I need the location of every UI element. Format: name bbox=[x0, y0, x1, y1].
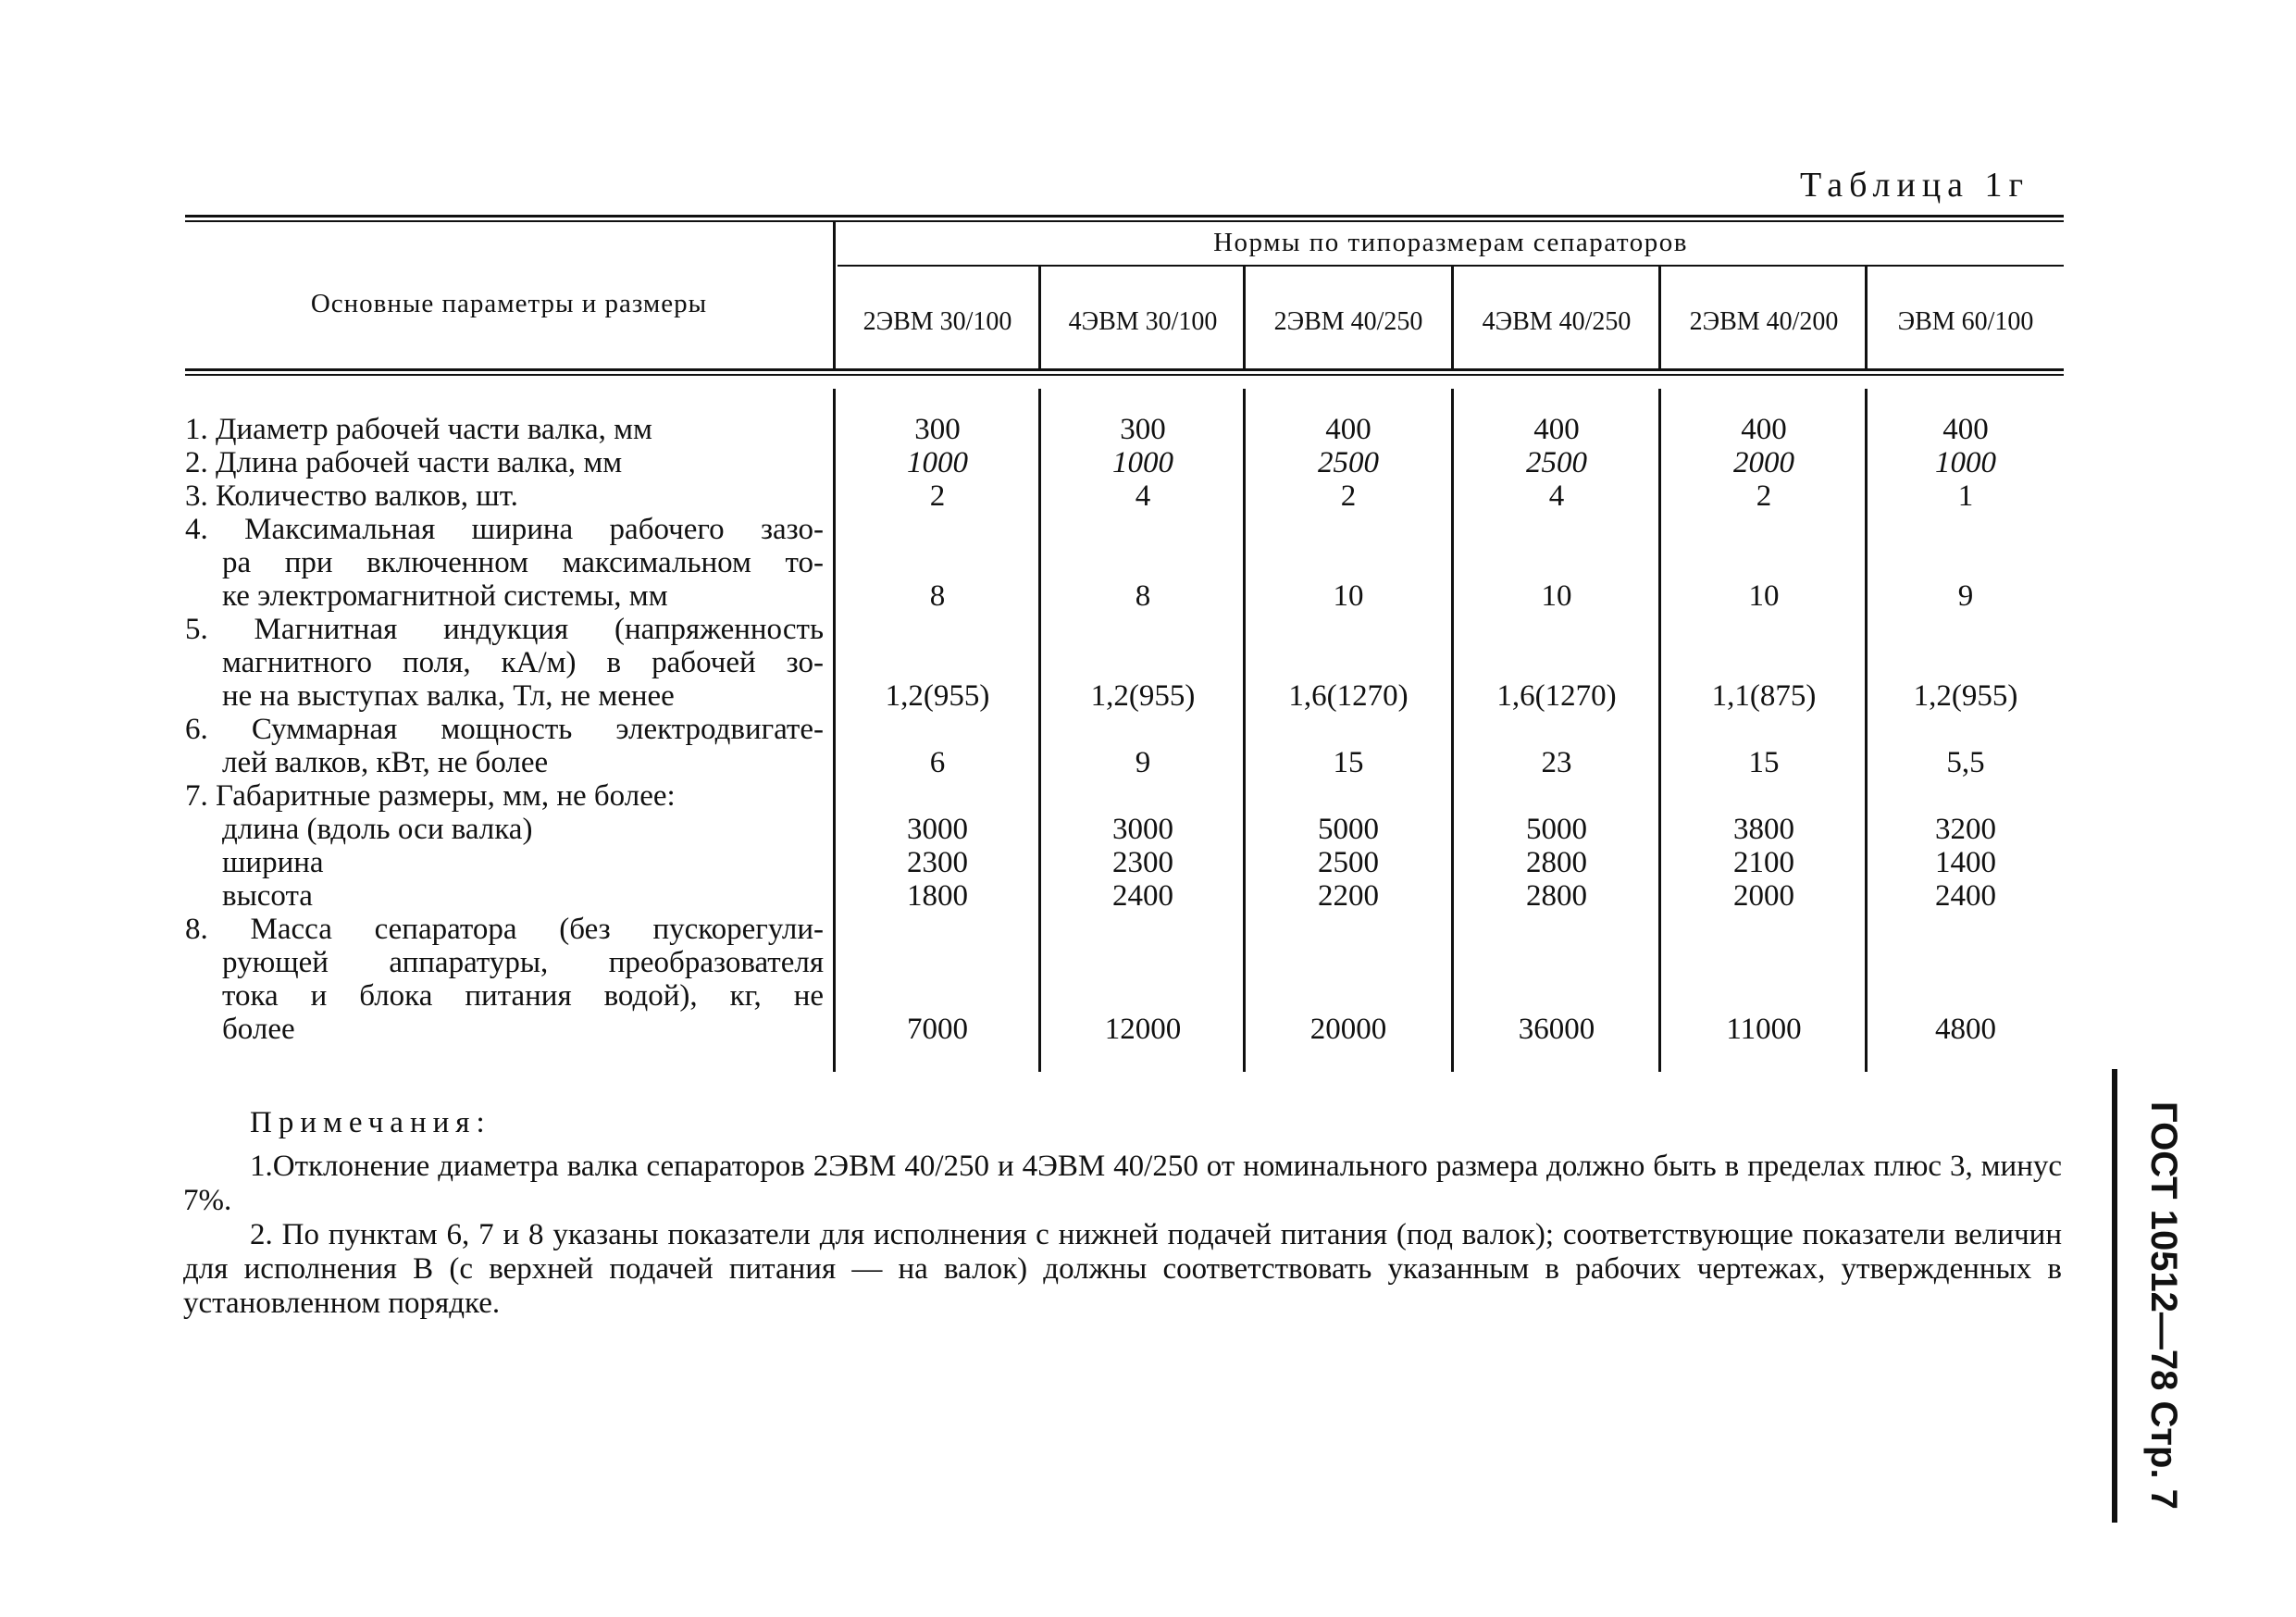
table-cell: 1,1(875) bbox=[1711, 679, 1817, 713]
table-cell: 2 bbox=[929, 479, 946, 513]
table-cell: 2000 bbox=[1733, 446, 1794, 479]
table-cell: 300 bbox=[914, 413, 961, 446]
table-cell: 2300 bbox=[1112, 846, 1173, 879]
table-cell: 9 bbox=[1957, 579, 1974, 613]
table-cell: 3000 bbox=[1112, 813, 1173, 846]
row-label: длина (вдоль оси валка) bbox=[222, 813, 533, 846]
table-cell: 1000 bbox=[907, 446, 968, 479]
row-label: 3. Количество валков, шт. bbox=[185, 479, 518, 513]
column-header: 4ЭВМ 40/250 bbox=[1482, 307, 1632, 336]
table-cell: 2300 bbox=[907, 846, 968, 879]
row-label: 8. Масса сепаратора (без пускорегули- рующей аппаратуры, преобразователя тока и блока питания водой), кг, не более bbox=[185, 913, 824, 1046]
table-cell: 11000 bbox=[1726, 1013, 1802, 1046]
row-label: 4. Максимальная ширина рабочего зазо- ра при включенном максимальном то- ке электромагнитной системы, мм bbox=[185, 513, 824, 613]
table-cell: 10 bbox=[1541, 579, 1572, 613]
notes-section bbox=[183, 1106, 2062, 1321]
column-header: 2ЭВМ 40/250 bbox=[1273, 307, 1423, 336]
table-cell: 2100 bbox=[1733, 846, 1794, 879]
row-label: 1. Диаметр рабочей части валка, мм bbox=[185, 413, 652, 446]
table-cell: 3000 bbox=[907, 813, 968, 846]
table-cell: 1800 bbox=[907, 879, 968, 913]
table-cell: 7000 bbox=[907, 1013, 968, 1046]
table-cell: 36000 bbox=[1518, 1013, 1595, 1046]
table-cell: 400 bbox=[1741, 413, 1787, 446]
header-bottom-rule-2 bbox=[185, 374, 2064, 376]
note-item: 2. По пунктам 6, 7 и 8 указаны показатели для исполнения с нижней подачей питания (под валок); соответствующие показатели величин для исполнения В (с верхней подачей питания — на валок) должны соответствовать указанным в рабочих чертежах, утвержденных в установленном порядке. bbox=[183, 1218, 2062, 1320]
table-cell: 5000 bbox=[1318, 813, 1379, 846]
header-bottom-rule bbox=[185, 368, 2064, 371]
header-params: Основные параметры и размеры bbox=[310, 289, 708, 318]
table-cell: 1 bbox=[1957, 479, 1974, 513]
table-cell: 2800 bbox=[1526, 879, 1587, 913]
table-cell: 4 bbox=[1135, 479, 1151, 513]
table-title: Таблица 1г bbox=[1800, 166, 2030, 205]
table-cell: 2 bbox=[1756, 479, 1772, 513]
table-cell: 2 bbox=[1340, 479, 1357, 513]
table-cell: 3800 bbox=[1733, 813, 1794, 846]
column-header: 2ЭВМ 40/200 bbox=[1689, 307, 1839, 336]
table-cell: 1,6(1270) bbox=[1496, 679, 1617, 713]
table-cell: 1,6(1270) bbox=[1288, 679, 1409, 713]
table-cell: 300 bbox=[1120, 413, 1166, 446]
col-divider bbox=[833, 222, 836, 368]
table-cell: 2500 bbox=[1318, 846, 1379, 879]
column-header: 4ЭВМ 30/100 bbox=[1068, 307, 1218, 336]
side-margin-rule bbox=[2112, 1069, 2117, 1523]
table-cell: 2500 bbox=[1526, 446, 1587, 479]
table-cell: 1,2(955) bbox=[1913, 679, 2018, 713]
table-cell: 4 bbox=[1548, 479, 1565, 513]
table-cell: 400 bbox=[1533, 413, 1580, 446]
table-cell: 1000 bbox=[1112, 446, 1173, 479]
table-cell: 15 bbox=[1748, 746, 1780, 779]
table-cell: 5000 bbox=[1526, 813, 1587, 846]
row-label: 7. Габаритные размеры, мм, не более: bbox=[185, 779, 676, 813]
table-cell: 4800 bbox=[1935, 1013, 1996, 1046]
table-cell: 23 bbox=[1541, 746, 1572, 779]
table-cell: 3200 bbox=[1935, 813, 1996, 846]
note-item: 1.Отклонение диаметра валка сепараторов 2ЭВМ 40/250 и 4ЭВМ 40/250 от номинального размера должно быть в пределах плюс 3, минус 7%. bbox=[183, 1150, 2062, 1217]
table-top-rule bbox=[185, 215, 2064, 218]
row-label: ширина bbox=[222, 846, 324, 879]
table-cell: 400 bbox=[1325, 413, 1371, 446]
table-cell: 8 bbox=[1135, 579, 1151, 613]
table-cell: 5,5 bbox=[1946, 746, 1985, 779]
table-cell: 2200 bbox=[1318, 879, 1379, 913]
table-cell: 2400 bbox=[1112, 879, 1173, 913]
row-label: 6. Суммарная мощность электродвигате- лей валков, кВт, не более bbox=[185, 713, 824, 779]
row-label: 5. Магнитная индукция (напряженность магнитного поля, кА/м) в рабочей зо- не на выступах валка, Тл, не менее bbox=[185, 613, 824, 713]
column-header: 2ЭВМ 30/100 bbox=[863, 307, 1012, 336]
table-cell: 400 bbox=[1942, 413, 1989, 446]
table-cell: 9 bbox=[1135, 746, 1151, 779]
table-cell: 1000 bbox=[1935, 446, 1996, 479]
table-cell: 2400 bbox=[1935, 879, 1996, 913]
table-cell: 10 bbox=[1748, 579, 1780, 613]
table-cell: 15 bbox=[1333, 746, 1364, 779]
notes-title: Примечания: bbox=[250, 1106, 491, 1139]
row-label: 2. Длина рабочей части валка, мм bbox=[185, 446, 623, 479]
table-cell: 10 bbox=[1333, 579, 1364, 613]
row-label: высота bbox=[222, 879, 313, 913]
table-cell: 1,2(955) bbox=[885, 679, 990, 713]
table-cell: 12000 bbox=[1104, 1013, 1182, 1046]
table-cell: 20000 bbox=[1309, 1013, 1387, 1046]
side-page-label: ГОСТ 10512—78 Стр. 7 bbox=[2143, 1101, 2184, 1510]
parameters-table bbox=[185, 215, 2064, 1076]
table-cell: 1400 bbox=[1935, 846, 1996, 879]
table-top-rule-2 bbox=[185, 220, 2064, 222]
column-header: ЭВМ 60/100 bbox=[1897, 307, 2034, 336]
table-cell: 6 bbox=[929, 746, 946, 779]
header-norms: Нормы по типоразмерам сепараторов bbox=[1213, 228, 1688, 257]
table-cell: 8 bbox=[929, 579, 946, 613]
table-cell: 2000 bbox=[1733, 879, 1794, 913]
table-cell: 2800 bbox=[1526, 846, 1587, 879]
table-cell: 1,2(955) bbox=[1090, 679, 1196, 713]
table-cell: 2500 bbox=[1318, 446, 1379, 479]
